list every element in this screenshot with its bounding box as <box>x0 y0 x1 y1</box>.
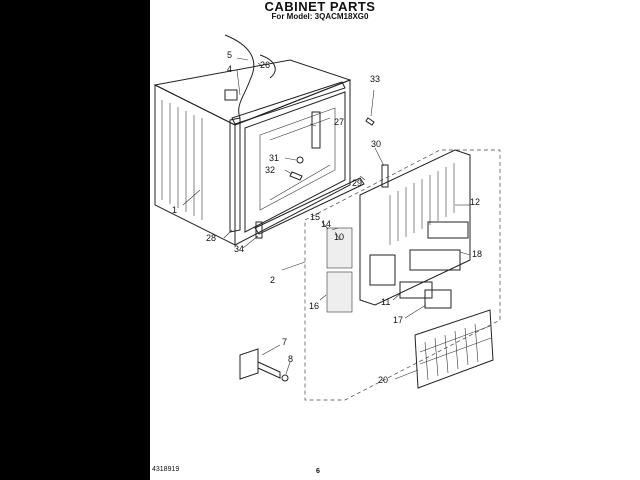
callout-31: 31 <box>269 153 280 163</box>
front-grille <box>415 310 493 388</box>
callout-4: 4 <box>227 64 233 74</box>
callout-32: 32 <box>265 165 276 175</box>
callout-17: 17 <box>393 315 404 325</box>
model-number: For Model: 3QACM18XG0 <box>271 12 369 21</box>
front-panel-assembly <box>305 150 500 400</box>
cabinet-shell <box>155 35 388 245</box>
callout-10: 10 <box>334 232 345 242</box>
callout-11: 11 <box>381 297 391 307</box>
callout-18: 18 <box>472 249 483 259</box>
callout-2: 2 <box>270 275 276 285</box>
document-number: 4318919 <box>152 466 180 473</box>
callout-34: 34 <box>234 244 245 254</box>
callout-5: 5 <box>227 50 233 60</box>
callout-15: 15 <box>310 212 321 222</box>
callout-28: 28 <box>206 233 217 243</box>
callout-12: 12 <box>470 197 481 207</box>
callout-33: 33 <box>370 74 381 84</box>
page-title: CABINET PARTS <box>264 0 376 14</box>
page-number: 6 <box>316 468 320 475</box>
callout-14: 14 <box>321 219 332 229</box>
callout-16: 16 <box>309 301 320 311</box>
callout-20: 20 <box>378 375 389 385</box>
callout-8: 8 <box>288 354 294 364</box>
callout-27: 27 <box>334 117 345 127</box>
callout-26: 26 <box>260 60 271 70</box>
callout-7: 7 <box>282 337 288 347</box>
callout-30: 30 <box>371 139 382 149</box>
callout-29: 29 <box>352 178 363 188</box>
callout-1: 1 <box>172 205 178 215</box>
